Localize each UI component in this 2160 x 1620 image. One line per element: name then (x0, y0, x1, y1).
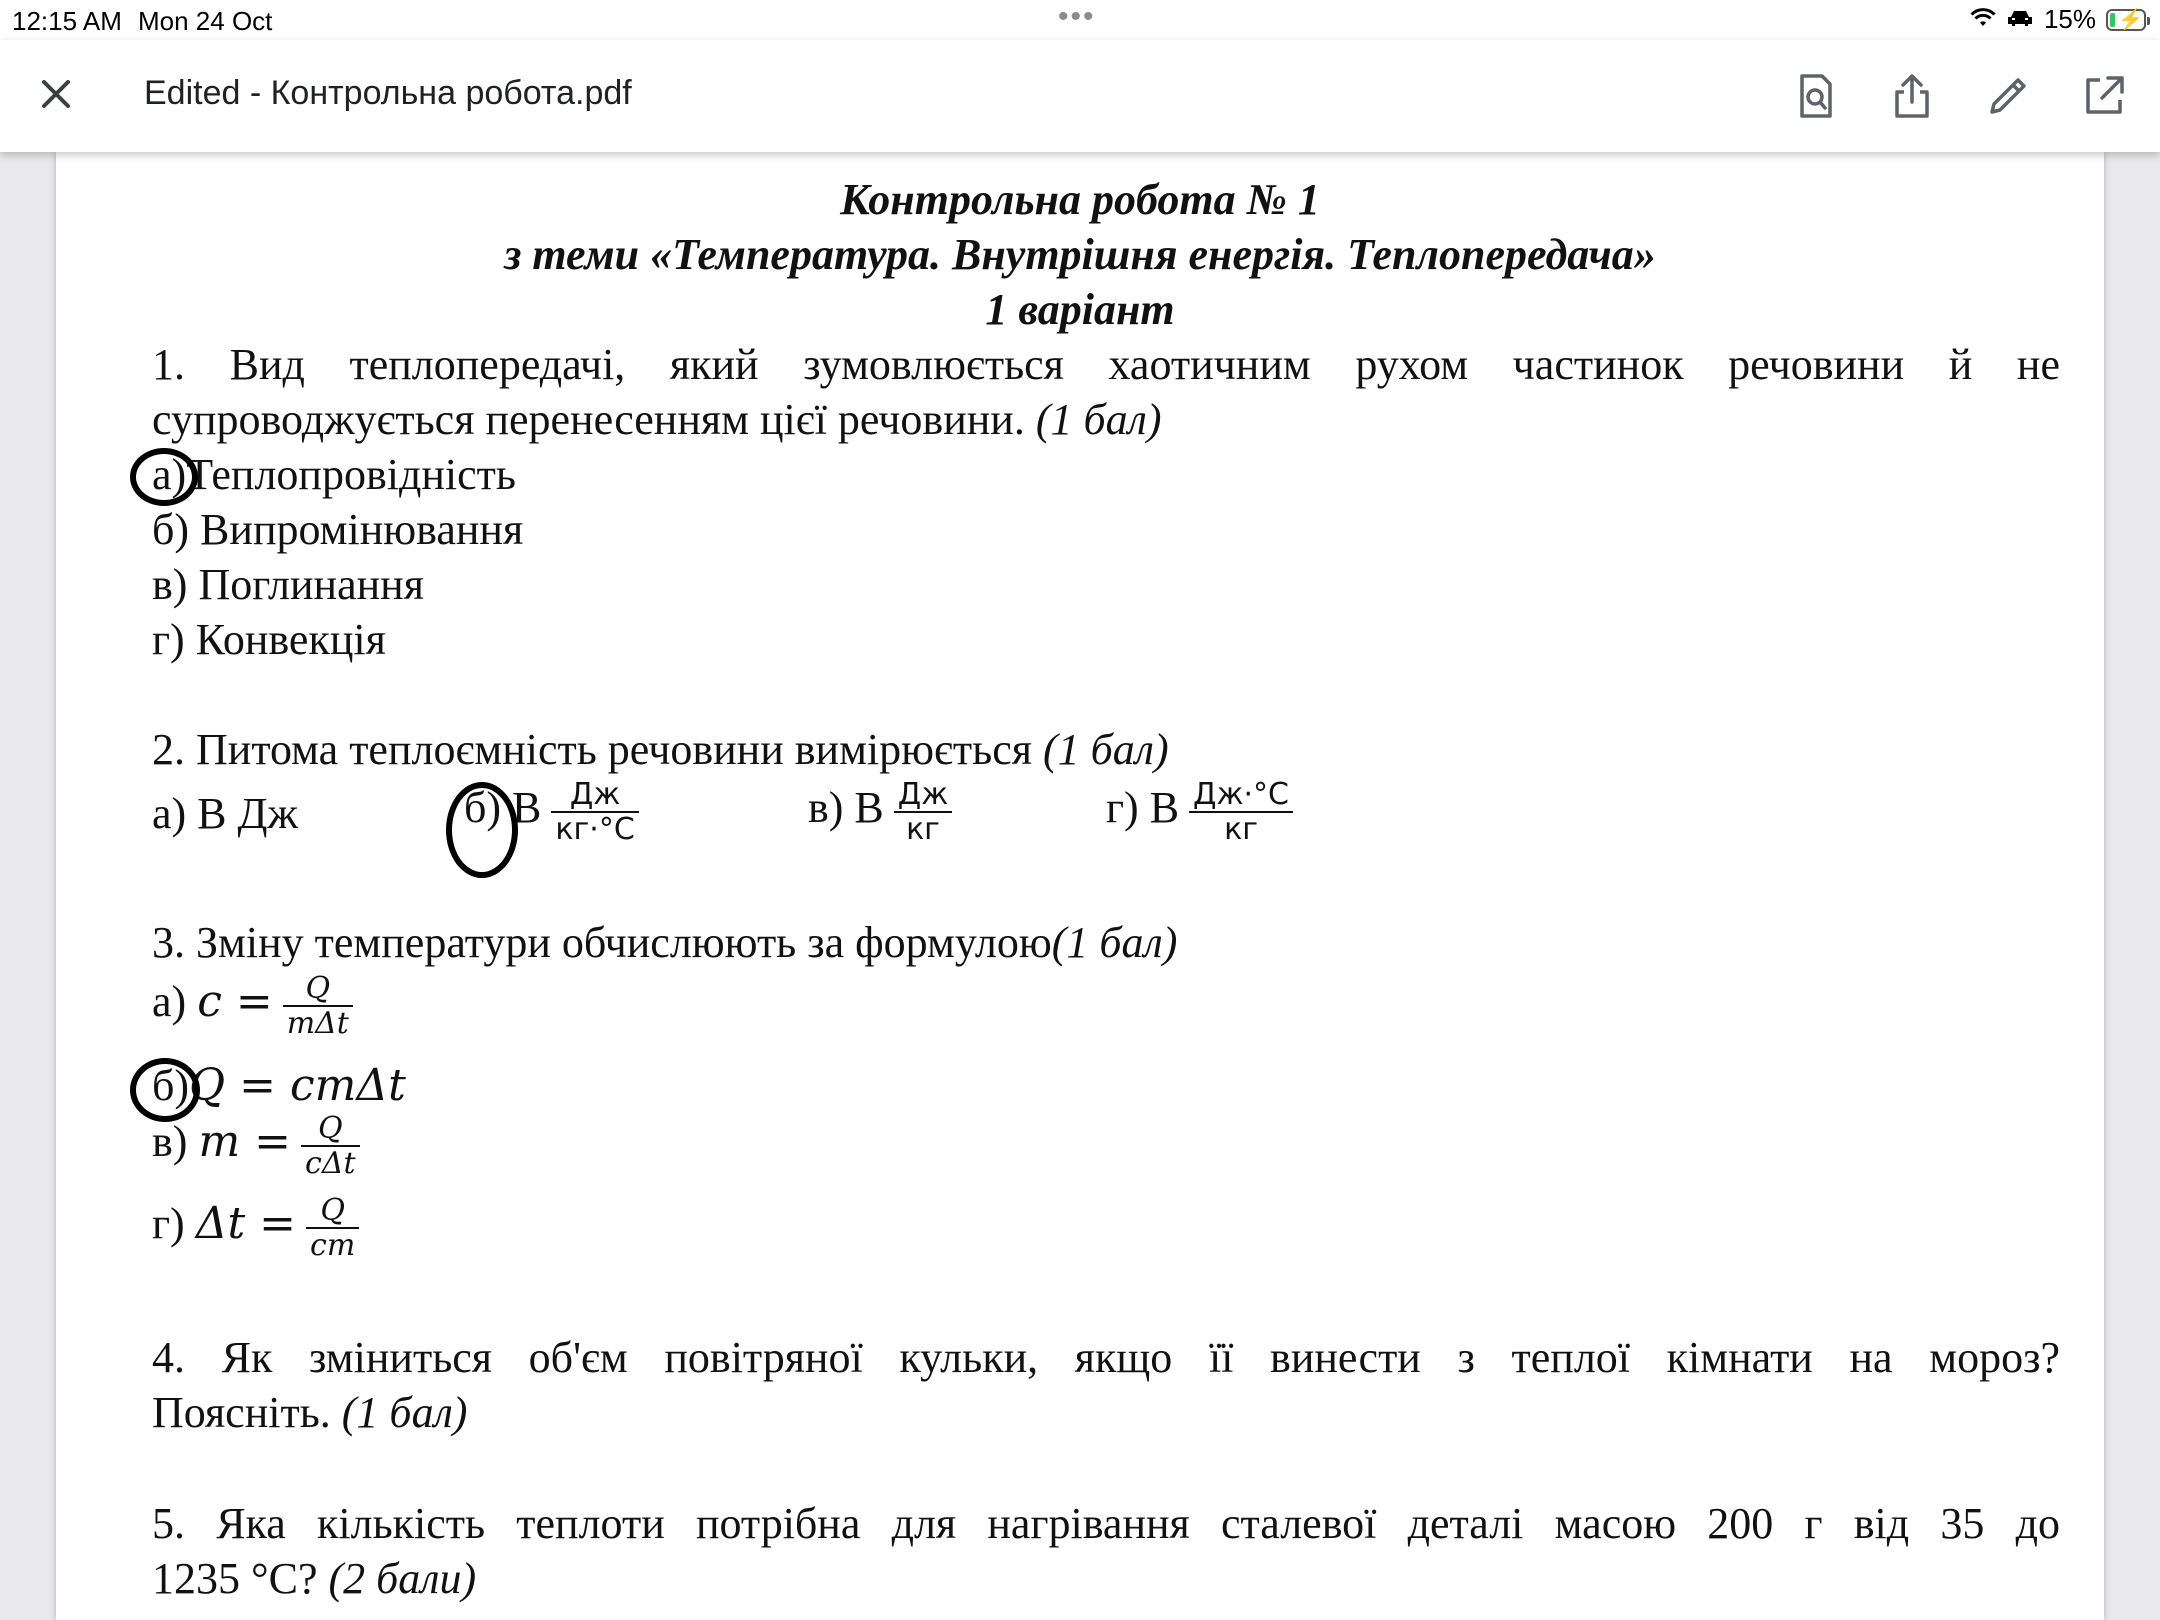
question-1-option-b (152, 504, 523, 555)
option-text: Поглинання (198, 560, 424, 609)
question-5-line-1: 5. Яка кількість теплоти потрібна для нагрівання сталевої деталі масою 200 г від 35 до (152, 1499, 2060, 1548)
document-subheading: з теми «Температура. Внутрішня енергія. Теплопередача» (504, 230, 1656, 279)
question-3-option-c: в) m = $\frac{Q}{\text{cΔt}}$ (152, 1112, 360, 1180)
question-1-option-c (152, 559, 424, 610)
open-external-icon (2078, 70, 2130, 122)
question-2-option-d: г) В $\frac{Дж\cdot^\circ С}{кг}$ (1106, 778, 1293, 846)
pdf-page[interactable] (56, 152, 2104, 1620)
wifi-icon (1970, 4, 1996, 35)
option-letter: а) (152, 977, 187, 1027)
question-1-option-a (152, 449, 516, 500)
question-2-option-c: в) В $\frac{Дж}{кг}$ (808, 778, 952, 846)
formula-fraction: $\frac{Q}{\text{mΔt}}$ (283, 972, 353, 1040)
question-4-points: (1 бал) (341, 1388, 468, 1437)
search-document-icon (1790, 70, 1842, 122)
multitasking-dots[interactable]: ••• (1058, 0, 1096, 33)
question-4-line-2: Поясніть. (1 бал) (152, 1388, 468, 1437)
unit-fraction: $\frac{Дж}{кг}$ (894, 778, 952, 846)
battery-charging-icon: ⚡ (2106, 9, 2146, 31)
question-2-option-a: а) В Дж (152, 789, 298, 838)
question-3-option-d: г) Δt = $\frac{Q}{cm}$ (152, 1194, 359, 1262)
handwritten-answer-circle (130, 1058, 200, 1122)
question-2-text: 2. Питома теплоємність речовини вимірюється (1 бал) (152, 725, 1169, 774)
question-2-points: (1 бал) (1042, 725, 1169, 774)
close-icon (32, 70, 80, 118)
option-letter: б) (464, 783, 502, 833)
option-letter: г) (152, 615, 185, 664)
unit-fraction: $\frac{Дж}{кг\cdot^\circ С}$ (551, 778, 638, 846)
battery-percent: 15% (2043, 4, 2096, 34)
question-2-option-b: б) В $\frac{Дж}{кг\cdot^\circ С}$ (464, 778, 639, 846)
option-letter: г) (152, 1199, 185, 1249)
question-3-option-b: б)Q = cmΔt (152, 1060, 406, 1111)
option-letter: б) (152, 505, 190, 554)
option-letter: а) (152, 450, 187, 499)
option-text: Конвекція (195, 615, 386, 664)
question-4-line-1: 4. Як зміниться об'єм повітряної кульки, якщо її винести з теплої кімнати на мороз? (152, 1333, 2060, 1382)
question-1-text: супроводжується перенесенням цієї речовини. (152, 395, 1025, 444)
option-letter: б) (152, 1061, 190, 1110)
edit-button[interactable] (1982, 70, 2034, 122)
status-bar (0, 0, 2160, 40)
share-icon (1886, 70, 1938, 122)
status-date: Mon 24 Oct (138, 6, 273, 36)
share-button[interactable] (1886, 70, 1938, 122)
car-icon (2006, 4, 2034, 35)
option-letter: в) (152, 560, 188, 609)
document-toolbar (0, 40, 2160, 152)
document-title: Edited - Контрольна робота.pdf (144, 74, 632, 112)
status-time: 12:15 AM (12, 6, 122, 36)
formula-fraction: $\frac{Q}{cm}$ (306, 1194, 359, 1262)
close-button[interactable] (32, 70, 80, 118)
question-3-text: 3. Зміну температури обчислюють за формулою(1 бал) (152, 918, 1178, 967)
question-3-points: (1 бал) (1051, 918, 1178, 967)
question-1-line-1: 1. Вид теплопередачі, який зумовлюється хаотичним рухом частинок речовини й не (152, 340, 2060, 389)
question-1-option-d (152, 614, 386, 665)
question-3-option-a: а) c = $\frac{Q}{\text{mΔt}}$ (152, 972, 353, 1040)
search-document-button[interactable] (1790, 70, 1842, 122)
open-external-button[interactable] (2078, 70, 2130, 122)
handwritten-answer-circle (130, 448, 198, 506)
question-5-line-2: 1235 °С? (2 бали) (152, 1554, 477, 1603)
document-heading: Контрольна робота № 1 (840, 175, 1320, 224)
variant-label: 1 варіант (985, 285, 1175, 334)
unit-fraction: $\frac{Дж\cdot^\circ С}{кг}$ (1189, 778, 1293, 846)
question-5-points: (2 бали) (328, 1554, 477, 1603)
pencil-icon (1982, 70, 2034, 122)
option-text: Теплопровідність (186, 450, 516, 499)
option-letter: в) (152, 1117, 188, 1167)
status-indicators (1970, 4, 2146, 35)
option-text: Випромінювання (200, 505, 524, 554)
formula-fraction: $\frac{Q}{\text{cΔt}}$ (301, 1112, 360, 1180)
question-1-points: (1 бал) (1035, 395, 1162, 444)
handwritten-answer-circle (446, 782, 518, 878)
question-1-line-2 (152, 394, 1161, 445)
